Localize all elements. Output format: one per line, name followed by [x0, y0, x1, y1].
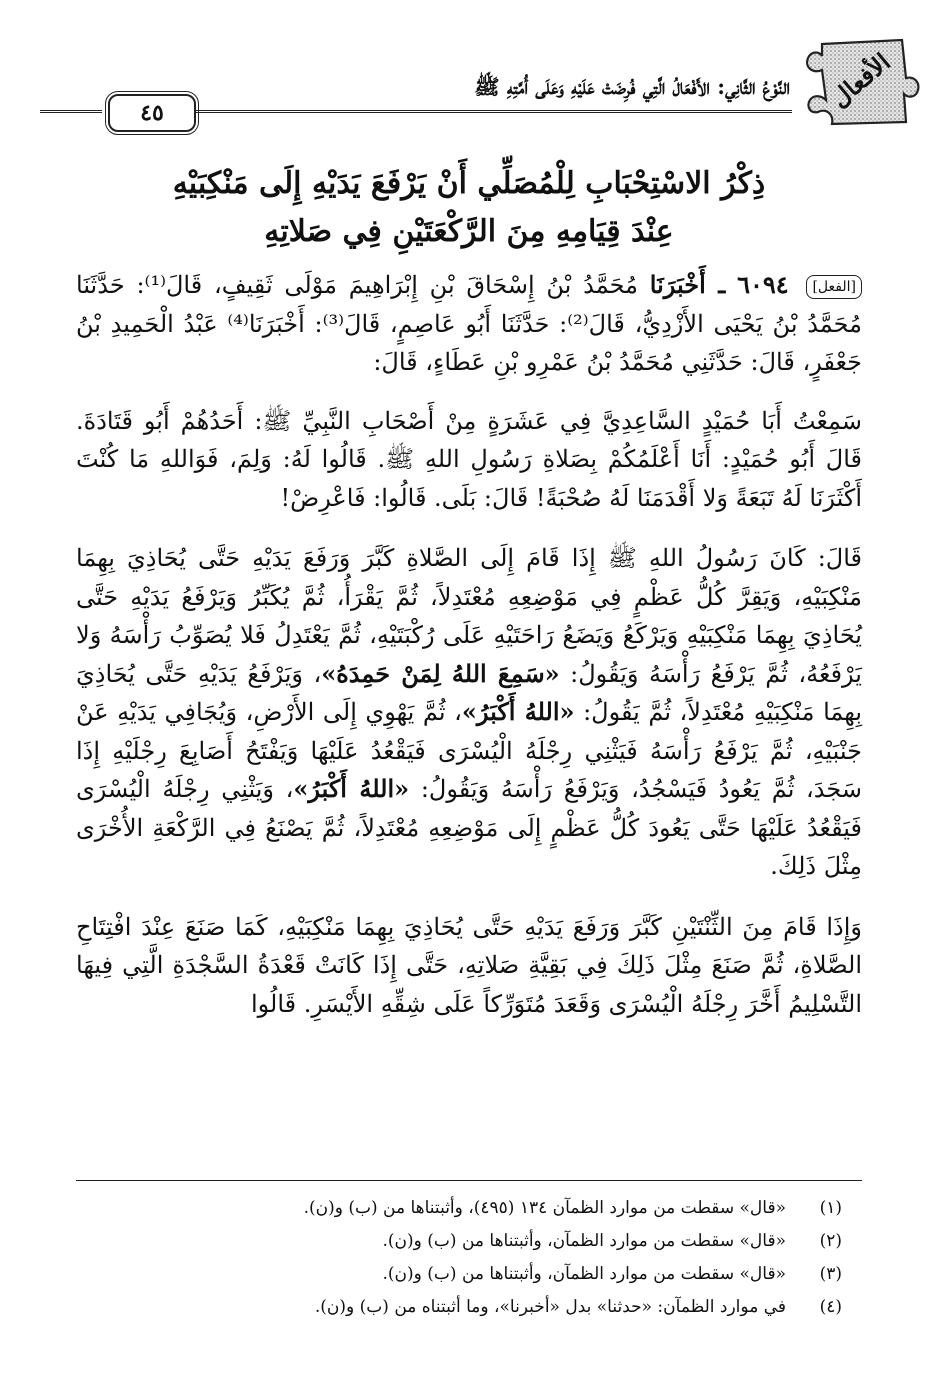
page-header	[40, 18, 920, 138]
page-number: ٤٥	[108, 94, 196, 132]
category-tag: [الفعل]	[806, 275, 862, 299]
matn-paragraph-3: وَإِذَا قَامَ مِنَ الثِّنْتَيْنِ كَبَّرَ وَرَفَعَ يَدَيْهِ حَتَّى يُحَاذِيَ بِهِمَا مَنْكِبَيْهِ، كَمَا صَنَعَ عِنْدَ افْتِتَاحِ الصَّلاةِ، ثُمَّ صَنَعَ مِثْلَ ذَلِكَ فِي بَقِيَّةِ صَلاتِهِ، حَتَّى إِذَا كَانَتْ قَعْدَةُ السَّجْدَةِ الَّتِي فِيهَا التَّسْلِيمُ أَخَّرَ رِجْلَهُ الْيُسْرَى وَقَعَدَ مُتَوَرِّكاً عَلَى شِقِّهِ الأَيْسَرِ. قَالُوا	[76, 912, 862, 1018]
matn-text: ، وَيَثْنِي رِجْلَهُ الْيُسْرَى فَيَقْعُدُ عَلَيْهَا حَتَّى يَعُودَ كُلُّ عَظْمٍ إِلَى مَوْضِعِهِ مُعْتَدِلاً، ثُمَّ يَصْنَعُ فِي الرَّكْعَةِ الأُخْرَى مِثْلَ ذَلِكَ.	[76, 775, 862, 880]
footnote-divider	[76, 1180, 862, 1181]
footnote-number: (٤)	[819, 1297, 842, 1317]
matn-paragraph-1: سَمِعْتُ أَبَا حُمَيْدٍ السَّاعِدِيَّ فِي عَشَرَةٍ مِنْ أَصْحَابِ النَّبِيِّ ﷺ: أَحَدُهُمْ أَبُو قَتَادَةَ. قَالَ أَبُو حُمَيْدٍ: أَنَا أَعْلَمُكُمْ بِصَلاةِ رَسُولِ اللهِ ﷺ. قَالُوا لَهُ: وَلِمَ، فَوَاللهِ مَا كُنْتَ أَكْثَرَنَا لَهُ تَبَعَةً وَلا أَقْدَمَنَا لَهُ صُحْبَةً! قَالَ: بَلَى. قَالُوا: فَاعْرِضْ!	[76, 406, 862, 512]
matn-text: ، ثُمَّ يَهْوِي إِلَى الأَرْضِ، وَيُجَافِي يَدَيْهِ عَنْ جَنْبَيْهِ، ثُمَّ يَرْفَعُ رَأْسَهُ فَيَثْنِي رِجْلَهُ الْيُسْرَى فَيَقْعُدُ عَلَيْهَا وَيَفْتَحُ أَصَابِعَ رِجْلَيْهِ إِذَا سَجَدَ، ثُمَّ يَعُودُ فَيَسْجُدُ، وَيَرْفَعُ رَأْسَهُ وَيَقُولُ:	[76, 698, 863, 803]
quoted-dhikr: «سَمِعَ اللهُ لِمَنْ حَمِدَهُ»	[321, 658, 560, 688]
transmission-verb: ـ أَخْبَرَنَا	[649, 270, 726, 299]
chapter-heading-line-1: ذِكْرُ الاسْتِحْبَابِ لِلْمُصَلِّي أَنْ يَرْفَعَ يَدَيْهِ إِلَى مَنْكِبَيْهِ	[172, 166, 766, 201]
isnad-text: مُحَمَّدُ بْنُ إِسْحَاقَ بْنِ إِبْرَاهِيمَ مَوْلَى ثَقِيفٍ، قَالَ⁽¹⁾: حَدَّثَنَا مُحَمَّدُ بْنُ يَحْيَى الأَزْدِيُّ، قَالَ⁽²⁾: حَدَّثَنَا أَبُو عَاصِمٍ، قَالَ⁽³⁾: أَخْبَرَنَا⁽⁴⁾ عَبْدُ الْحَمِيدِ بْنُ جَعْفَرٍ، قَالَ: حَدَّثَنِي مُحَمَّدُ بْنُ عَمْرِو بْنِ عَطَاءٍ، قَالَ:	[76, 271, 863, 376]
footnote-item	[76, 1192, 842, 1225]
chapter-heading	[60, 160, 878, 256]
footnote-text: «قال» سقطت من موارد الظمآن ١٣٤ (٤٩٥)، وأثبتناها من (ب) و(ن).	[303, 1198, 786, 1218]
footnote-text: في موارد الظمآن: «حدثنا» بدل «أخبرنا»، وما أثبتناه من (ب) و(ن).	[314, 1297, 786, 1317]
footnote-item	[76, 1291, 842, 1324]
puzzle-badge-icon	[802, 18, 920, 128]
footnote-item	[76, 1258, 842, 1291]
footnote-text: «قال» سقطت من موارد الظمآن، وأثبتناها من (ب) و(ن).	[382, 1231, 786, 1251]
badge-label: الأفعال	[824, 47, 896, 114]
isnad-paragraph	[76, 266, 862, 382]
matn-text: ، وَيَرْفَعُ يَدَيْهِ حَتَّى يُحَاذِيَ بِهِمَا مَنْكِبَيْهِ مُعْتَدِلاً، ثُمَّ يَقُولُ:	[76, 659, 862, 726]
chapter-heading-line-2: عِنْدَ قِيَامِهِ مِنَ الرَّكْعَتَيْنِ فِي صَلاتِهِ	[264, 214, 674, 249]
hadith-number: ٦٠٩٤	[737, 270, 789, 299]
footnotes	[76, 1192, 842, 1324]
hadith-body	[76, 266, 862, 1045]
header-divider-left	[40, 110, 102, 113]
footnote-text: «قال» سقطت من موارد الظمآن، وأثبتناها من (ب) و(ن).	[382, 1264, 786, 1284]
matn-paragraph-2	[76, 539, 862, 886]
header-divider	[167, 110, 792, 116]
footnote-number: (٣)	[819, 1264, 842, 1284]
quoted-dhikr: «اللهُ أَكْبَرُ»	[461, 697, 575, 726]
footnote-item	[76, 1225, 842, 1258]
footnote-number: (١)	[819, 1198, 842, 1218]
quoted-dhikr: «اللهُ أَكْبَرُ»	[293, 774, 410, 803]
footnote-number: (٢)	[819, 1231, 842, 1251]
running-header-title: النَّوْعُ الثَّانِي: الأَفْعَالُ الَّتِي فُرِضَتْ عَلَيْهِ وَعَلَى أُمَّتِهِ ﷺ	[474, 74, 790, 99]
matn-text: قَالَ: كَانَ رَسُولُ اللهِ ﷺ إِذَا قَامَ إِلَى الصَّلاةِ كَبَّرَ وَرَفَعَ يَدَيْهِ حَتَّى يُحَاذِيَ بِهِمَا مَنْكِبَيْهِ، وَيَقِرَّ كُلُّ عَظْمٍ فِي مَوْضِعِهِ مُعْتَدِلاً، ثُمَّ يَقْرَأُ، ثُمَّ يُكَبِّرُ وَيَرْفَعُ يَدَيْهِ حَتَّى يُحَاذِيَ بِهِمَا مَنْكِبَيْهِ وَيَرْكَعُ وَيَضَعُ رَاحَتَيْهِ عَلَى رُكْبَتَيْهِ، ثُمَّ يَعْتَدِلُ فَلا يُصَوِّبُ رَأْسَهُ وَلا يَرْفَعُهُ، ثُمَّ يَرْفَعُ رَأْسَهُ وَيَقُولُ:	[76, 544, 863, 688]
